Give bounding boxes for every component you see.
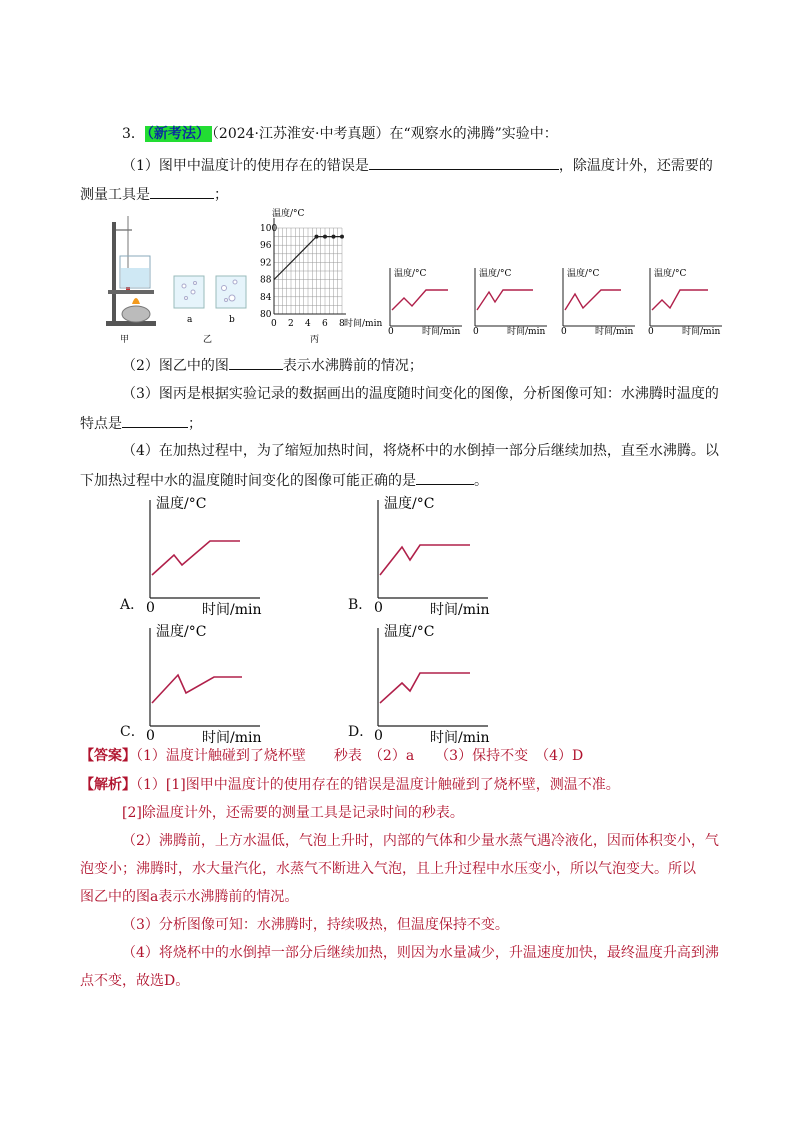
small-x-label: 时间/min <box>507 327 546 337</box>
option-y-label: 温度/°C <box>384 624 435 640</box>
analysis-line-4 <box>80 859 696 879</box>
answer-text: （1）温度计触碰到了烧杯壁 秒表 （2）a （3）保持不变 （4）D <box>136 748 584 764</box>
option-y-label: 温度/°C <box>156 624 207 640</box>
data-point <box>323 235 327 239</box>
part-4-text-a: （4）在加热过程中，为了缩短加热时间，将烧杯中的水倒掉一部分后继续加热，直至水沸腾。以 <box>122 443 719 459</box>
analysis-line-1 <box>80 775 620 795</box>
small-y-label: 温度/°C <box>394 269 427 279</box>
small-curve <box>652 290 708 310</box>
part-1-text-b: ，除温度计外，还需要的 <box>558 158 713 174</box>
option-graphs <box>0 490 794 746</box>
answer-blank-1[interactable] <box>369 154 559 170</box>
data-point <box>340 235 344 239</box>
option-origin: 0 <box>146 600 155 616</box>
analysis-text-6: （3）分析图像可知：水沸腾时，持续吸热，但温度保持不变。 <box>122 917 509 933</box>
beaker-a-label: a <box>187 315 193 325</box>
x-axis-label: 时间/min <box>344 319 383 329</box>
figure-bing-label: 丙 <box>310 335 320 345</box>
x-tick-label: 8 <box>339 319 345 329</box>
option-curve <box>380 545 470 575</box>
beaker-b-label: b <box>229 315 235 325</box>
analysis-text-2: [2]除温度计外，还需要的测量工具是记录时间的秒表。 <box>122 805 464 821</box>
figure-bing-chart <box>260 207 382 329</box>
analysis-line-7 <box>122 943 719 963</box>
part-4-line-2 <box>80 469 488 491</box>
answer-label: 【答案】 <box>80 748 136 764</box>
part-4-text-b: 下加热过程中水的温度随时间变化的图像可能正确的是 <box>80 473 416 489</box>
answer-blank-2[interactable] <box>150 183 214 199</box>
small-curve <box>565 290 621 310</box>
y-tick-label: 92 <box>260 258 272 269</box>
y-tick-label: 100 <box>260 224 278 234</box>
analysis-label: 【解析】 <box>80 777 136 793</box>
answer-blank-5[interactable] <box>416 469 474 485</box>
option-x-label: 时间/min <box>430 730 490 746</box>
option-b-label: B． <box>348 597 373 613</box>
y-tick-label: 84 <box>260 292 272 303</box>
small-curve <box>477 290 533 310</box>
x-tick-label: 4 <box>305 319 311 329</box>
option-y-label: 温度/°C <box>384 496 435 512</box>
analysis-text-5: 图乙中的图a表示水沸腾前的情况。 <box>80 889 299 905</box>
answer-blank-3[interactable] <box>229 354 283 370</box>
option-d-label: D． <box>348 724 374 740</box>
small-y-label: 温度/°C <box>479 269 512 279</box>
option-curve <box>152 675 242 703</box>
analysis-text-7: （4）将烧杯中的水倒掉一部分后继续加热，则因为水量减少，升温速度加快，最终温度升高到沸 <box>122 945 719 961</box>
figure-yi-beakers <box>174 276 246 308</box>
part-4-line-1 <box>122 441 719 461</box>
small-y-label: 温度/°C <box>567 269 600 279</box>
analysis-text-8: 点不变，故选D。 <box>80 973 190 989</box>
analysis-text-3: （2）沸腾前，上方水温低，气泡上升时，内部的气体和少量水蒸气遇冷液化，因而体积变小，气 <box>122 833 719 849</box>
part-3-text-a: （3）图丙是根据实验记录的数据画出的温度随时间变化的图像，分析图像可知：水沸腾时温度的 <box>122 386 719 402</box>
y-tick-label: 96 <box>260 241 272 252</box>
part-4-text-c: 。 <box>474 473 488 489</box>
question-number: 3． <box>122 126 145 142</box>
part-3-line-2 <box>80 412 202 434</box>
option-origin: 0 <box>146 728 155 744</box>
option-origin: 0 <box>374 728 383 744</box>
part-2-line <box>122 354 423 376</box>
part-2-text-b: 表示水沸腾前的情况； <box>282 358 423 374</box>
small-origin: 0 <box>473 327 479 337</box>
analysis-line-6 <box>122 915 509 935</box>
analysis-text-1: （1）[1]图甲中温度计的使用存在的错误是温度计触碰到了烧杯壁，测温不准。 <box>136 777 620 793</box>
new-method-tag: （新考法） <box>146 126 210 142</box>
option-c-label: C． <box>120 724 145 740</box>
answer-line <box>80 746 583 766</box>
x-tick-label: 6 <box>322 319 328 329</box>
option-origin: 0 <box>374 600 383 616</box>
data-point <box>332 235 336 239</box>
option-a-label: A． <box>120 597 145 613</box>
data-point <box>315 235 319 239</box>
analysis-line-5 <box>80 887 298 907</box>
option-curve <box>380 673 470 703</box>
small-x-label: 时间/min <box>595 327 634 337</box>
small-curve <box>392 290 448 310</box>
part-3-text-c: ； <box>188 416 202 432</box>
y-tick-label: 80 <box>260 310 272 320</box>
small-x-label: 时间/min <box>682 327 721 337</box>
option-curve <box>152 541 240 575</box>
small-origin: 0 <box>388 327 394 337</box>
part-1-line-1 <box>122 154 713 176</box>
experiment-figures <box>0 206 794 345</box>
small-option-graphs <box>388 267 722 337</box>
part-1-text-d: ； <box>214 187 228 203</box>
option-x-label: 时间/min <box>202 730 262 746</box>
y-tick-label: 88 <box>260 275 272 286</box>
answer-blank-4[interactable] <box>122 412 188 428</box>
part-1-text-a: （1）图甲中温度计的使用存在的错误是 <box>122 158 369 174</box>
question-source: （2024·江苏淮安·中考真题）在“观察水的沸腾”实验中： <box>211 126 558 142</box>
x-tick-label: 2 <box>288 319 294 329</box>
small-x-label: 时间/min <box>422 327 461 337</box>
analysis-text-4: 泡变小；沸腾时，水大量汽化，水蒸气不断进入气泡，且上升过程中水压变小，所以气泡变大。所以 <box>80 861 696 877</box>
small-origin: 0 <box>648 327 654 337</box>
option-y-label: 温度/°C <box>156 496 207 512</box>
x-tick-label: 0 <box>271 319 277 329</box>
analysis-line-8 <box>80 971 189 991</box>
small-y-label: 温度/°C <box>654 269 687 279</box>
part-3-line-1 <box>122 384 719 404</box>
small-origin: 0 <box>561 327 567 337</box>
figure-jia-label: 甲 <box>120 335 130 345</box>
option-x-label: 时间/min <box>430 602 490 618</box>
analysis-line-2 <box>122 803 464 823</box>
analysis-line-3 <box>122 831 719 851</box>
figure-jia-apparatus <box>106 216 156 326</box>
part-1-line-2 <box>80 183 228 205</box>
question-header <box>122 124 558 144</box>
figure-yi-label: 乙 <box>203 335 213 345</box>
y-axis-label: 温度/°C <box>272 209 305 219</box>
part-3-text-b: 特点是 <box>80 416 122 432</box>
part-1-text-c: 测量工具是 <box>80 187 150 203</box>
option-x-label: 时间/min <box>202 602 262 618</box>
part-2-text-a: （2）图乙中的图 <box>122 358 229 374</box>
